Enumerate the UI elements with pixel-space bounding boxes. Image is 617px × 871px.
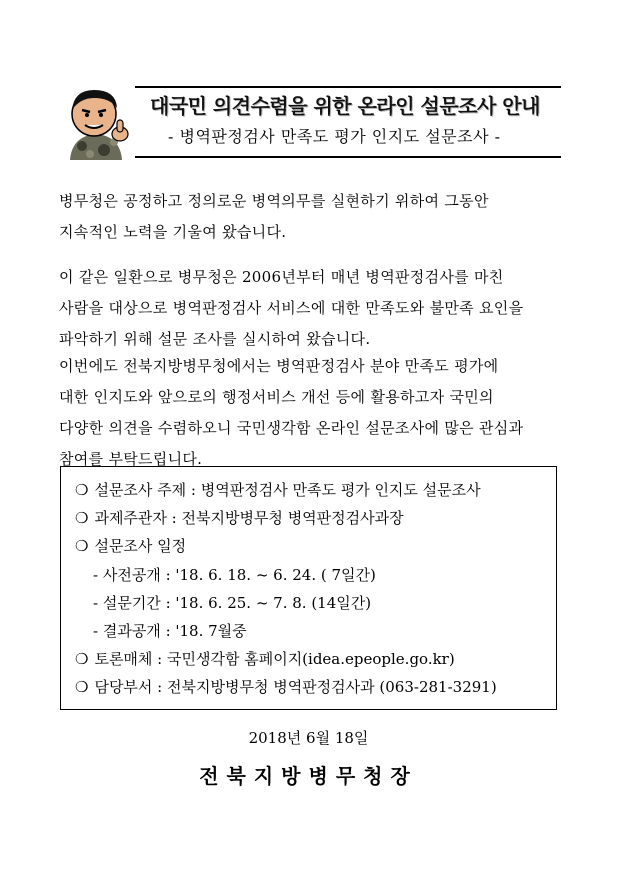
circle-bullet-icon: ❍: [75, 509, 89, 527]
paragraph-1: [59, 186, 559, 248]
circle-bullet-icon: ❍: [75, 481, 89, 499]
signer-name: 전북지방병무청장: [199, 764, 418, 788]
info-item-text: 과제주관자 : 전북지방병무청 병역판정검사과장: [94, 509, 404, 527]
info-item-organizer: [75, 507, 404, 528]
circle-bullet-icon: ❍: [75, 650, 89, 668]
paragraph-line: 이번에도 전북지방병무청에서는 병역판정검사 분야 만족도 평가에: [59, 357, 499, 375]
info-item-schedule: [75, 535, 186, 556]
survey-info-box: [60, 466, 557, 710]
circle-bullet-icon: ❍: [75, 678, 89, 696]
circle-bullet-icon: ❍: [75, 537, 89, 555]
info-item-text: 토론매체 : 국민생각함 홈페이지(idea.epeople.go.kr): [94, 650, 455, 668]
schedule-pre-release: - 사전공개 : '18. 6. 18. ~ 6. 24. ( 7일간): [93, 566, 376, 584]
title-top-rule: [135, 86, 561, 88]
info-item-text: 설문조사 주제 : 병역판정검사 만족도 평가 인지도 설문조사: [94, 481, 481, 499]
paragraph-3: [59, 351, 559, 475]
info-item-subject: [75, 479, 481, 500]
paragraph-line: 이 같은 일환으로 병무청은 2006년부터 매년 병역판정검사를 마친: [59, 268, 504, 286]
schedule-survey-period: - 설문기간 : '18. 6. 25. ~ 7. 8. (14일간): [93, 594, 372, 612]
document-date: 2018년 6월 18일: [248, 729, 369, 747]
info-item-department: [75, 676, 497, 697]
schedule-result-release: - 결과공개 : '18. 7월중: [93, 622, 247, 640]
soldier-mascot-icon: [60, 84, 132, 160]
info-item-text: 설문조사 일정: [94, 537, 187, 555]
paragraph-line: 지속적인 노력을 기울여 왔습니다.: [59, 223, 287, 241]
paragraph-line: 참여를 부탁드립니다.: [59, 450, 203, 468]
paragraph-2: [59, 262, 559, 355]
page-subtitle: - 병역판정검사 만족도 평가 인지도 설문조사 -: [168, 127, 501, 146]
info-item-text: 담당부서 : 전북지방병무청 병역판정검사과 (063-281-3291): [94, 678, 497, 696]
page-title: 대국민 의견수렴을 위한 온라인 설문조사 안내: [150, 94, 540, 118]
title-bottom-rule: [135, 156, 561, 158]
info-item-medium: [75, 648, 455, 669]
paragraph-line: 파악하기 위해 설문 조사를 실시하여 왔습니다.: [59, 330, 371, 348]
paragraph-line: 병무청은 공정하고 정의로운 병역의무를 실현하기 위하여 그동안: [59, 192, 489, 210]
paragraph-line: 대한 인지도와 앞으로의 행정서비스 개선 등에 활용하고자 국민의: [59, 388, 494, 406]
paragraph-line: 사람을 대상으로 병역판정검사 서비스에 대한 만족도와 불만족 요인을: [59, 299, 524, 317]
paragraph-line: 다양한 의견을 수렴하오니 국민생각함 온라인 설문조사에 많은 관심과: [59, 419, 524, 437]
